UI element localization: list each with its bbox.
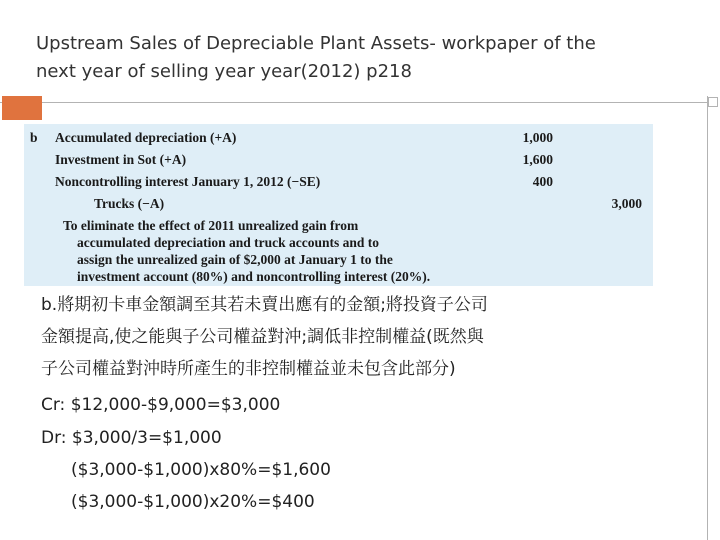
slide-title <box>36 30 696 86</box>
journal-entry-image <box>24 124 653 286</box>
journal-row-account: Accumulated depreciation (+A) <box>55 130 237 145</box>
journal-row-account: Investment in Sot (+A) <box>55 152 187 167</box>
corner-square <box>708 97 718 107</box>
journal-row-debit: 400 <box>532 174 553 189</box>
explanation-line: accumulated depreciation and truck accounts and to <box>77 235 380 250</box>
note-line: 金額提高,使之能與子公司權益對沖;調低非控制權益(既然與 <box>41 327 484 347</box>
note-line: Cr: $12,000-$9,000=$3,000 <box>41 395 281 415</box>
note-line: ($3,000-$1,000)x80%=$1,600 <box>71 460 331 480</box>
note-line: Dr: $3,000/3=$1,000 <box>41 428 222 448</box>
journal-row-account: Trucks (−A) <box>94 196 165 211</box>
explanation-line: To eliminate the effect of 2011 unrealized gain from <box>63 218 359 233</box>
slide-title-line-1: Upstream Sales of Depreciable Plant Assets- workpaper of the <box>36 33 596 54</box>
note-line: 子公司權益對沖時所產生的非控制權益並未包含此部分) <box>41 359 456 379</box>
note-line: b.將期初卡車金額調至其若未賣出應有的金額;將投資子公司 <box>41 295 488 315</box>
journal-row-credit: 3,000 <box>611 196 642 211</box>
explanation-line: assign the unrealized gain of $2,000 at January 1 to the <box>77 252 393 267</box>
explanation-line: investment account (80%) and noncontrolling interest (20%). <box>77 269 431 284</box>
right-border-line <box>707 96 708 540</box>
accent-block <box>2 96 42 120</box>
note-line: ($3,000-$1,000)x20%=$400 <box>71 492 315 512</box>
journal-row-debit: 1,000 <box>522 130 553 145</box>
title-divider <box>0 102 707 103</box>
entry-marker: b <box>30 130 38 145</box>
slide-title-line-2: next year of selling year year(2012) p218 <box>36 61 412 82</box>
journal-row-account: Noncontrolling interest January 1, 2012 (−SE) <box>55 174 321 189</box>
journal-row-debit: 1,600 <box>522 152 553 167</box>
